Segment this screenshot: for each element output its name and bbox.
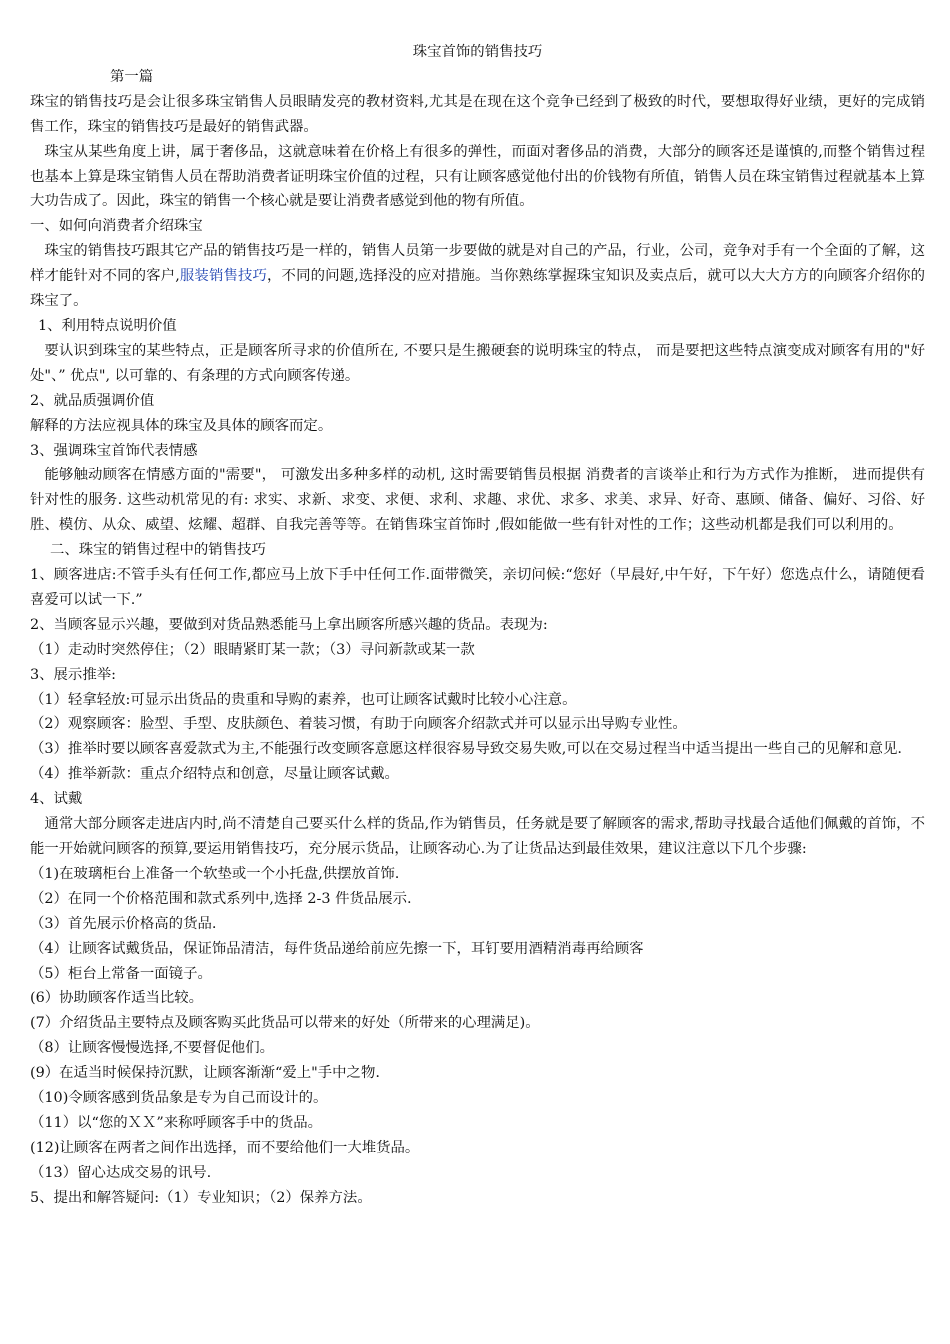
list-item: （8）让顾客慢慢选择,不要督促他们。 bbox=[30, 1040, 274, 1057]
section-1-item-3-body: 能够触动顾客在情感方面的"需要"， 可激发出多种多样的动机, 这时需要销售员根据 消费者的言谈举止和行为方式作为推断， 进而提供有针对性的服务. 这些动机常见的有: 求实、求新、求变、求便、求利、求趣、求优、求多、求美、求异、好奇、惠顾、储备、偏好、习俗、好胜、模仿、从众、威望、炫耀、超群、自我完善等等。在销售珠宝首饰时 ,假如能做一些有针对性的工作；这些动机都是我们可以利用的。 bbox=[30, 467, 925, 534]
section-2-step-3-sub-2: （2）观察顾客：脸型、手型、皮肤颜色、着装习惯，有助于向顾客介绍款式并可以显示出导购专业性。 bbox=[30, 716, 687, 733]
section-2-step-3-sub-1: （1）轻拿轻放:可显示出货品的贵重和导购的素养，也可让顾客试戴时比较小心注意。 bbox=[30, 691, 577, 708]
section-2-step-3-sub-4: （4）推举新款：重点介绍特点和创意，尽量让顾客试戴。 bbox=[30, 766, 399, 783]
list-item: （10)令顾客感到货品象是专为自己而设计的。 bbox=[30, 1090, 328, 1107]
section-2-step-3: 3、展示推举: bbox=[30, 666, 116, 683]
list-item: (7）介绍货品主要特点及顾客购买此货品可以带来的好处（所带来的心理满足)。 bbox=[30, 1015, 540, 1032]
section-1-item-3-heading: 3、强调珠宝首饰代表情感 bbox=[30, 442, 198, 459]
list-item: (12)让顾客在两者之间作出选择，而不要给他们一大堆货品。 bbox=[30, 1139, 420, 1156]
list-item: (6）协助顾客作适当比较。 bbox=[30, 990, 204, 1007]
document-title: 珠宝首饰的销售技巧 bbox=[412, 44, 543, 60]
list-item: （4）让顾客试戴货品，保证饰品清洁，每件货品递给前应先擦一下，耳钉要用酒精消毒再给顾客 bbox=[30, 940, 644, 957]
list-item: (9）在适当时候保持沉默，让顾客渐渐“爱上"手中之物. bbox=[30, 1065, 380, 1082]
section-1-item-2-body: 解释的方法应视具体的珠宝及具体的顾客而定。 bbox=[30, 417, 333, 434]
section-1-heading: 一、如何向消费者介绍珠宝 bbox=[30, 218, 203, 235]
section-2-step-4: 4、试戴 bbox=[30, 791, 83, 808]
section-2-step-3-sub-3: （3）推举时要以顾客喜爱款式为主,不能强行改变顾客意愿这样很容易导致交易失败,可以在交易过程当中适当提出一些自己的见解和意见. bbox=[30, 741, 902, 758]
section-2-step-4-body: 通常大部分顾客走进店内时,尚不清楚自己要买什么样的货品,作为销售员，任务就是要了解顾客的需求,帮助寻找最合适他们佩戴的首饰，不能一开始就问顾客的预算,要运用销售技巧，充分展示货品，让顾客动心.为了让货品达到最佳效果，建议注意以下几个步骤: bbox=[30, 816, 925, 857]
section-2-step-1: 1、顾客进店:不管手头有任何工作,都应马上放下手中任何工作.面带微笑，亲切问候:“您好（早晨好,中午好，下午好）您选点什么，请随便看喜爱可以试一下.” bbox=[30, 567, 925, 608]
list-item: （11）以“您的ＸＸ”来称呼顾客手中的货品。 bbox=[30, 1114, 323, 1131]
section-2-step-2-signals: （1）走动时突然停住；（2）眼睛紧盯某一款；（3）寻问新款或某一款 bbox=[30, 641, 475, 658]
list-item: （5）柜台上常备一面镜子。 bbox=[30, 965, 212, 982]
sales-skills-link[interactable]: 服装销售技巧 bbox=[179, 268, 268, 285]
section-2-heading: 二、珠宝的销售过程中的销售技巧 bbox=[50, 542, 266, 559]
intro-paragraph-2: 珠宝从某些角度上讲，属于奢侈品，这就意味着在价格上有很多的弹性，而面对奢侈品的消费，大部分的顾客还是谨慎的,而整个销售过程也基本上算是珠宝销售人员在帮助消费者证明珠宝价值的过程，只有让顾客感觉他付出的价钱物有所值，销售人员在珠宝销售过程就基本上算大功告成了。因此，珠宝的销售一个核心就是要让消费者感觉到他的物有所值。 bbox=[30, 143, 925, 210]
list-item: （2）在同一个价格范围和款式系列中,选择 2-3 件货品展示. bbox=[30, 890, 412, 907]
section-1-text-a: 珠宝的销售技巧跟其它产品的销售技巧是一样的，销售人员第一步要做的就是对自己的产品，行业，公司，竞争对手有一个全面的了解，这样才能针对不同的客户, bbox=[30, 243, 925, 285]
section-1-item-2-heading: 2、就品质强调价值 bbox=[30, 392, 155, 409]
section-1-item-1-heading: 1、利用特点说明价值 bbox=[38, 317, 177, 334]
list-item: （13）留心达成交易的讯号. bbox=[30, 1164, 212, 1181]
document-subtitle: 第一篇 bbox=[110, 68, 154, 85]
section-2-step-2: 2、当顾客显示兴趣，要做到对货品熟悉能马上拿出顾客所感兴趣的货品。表现为: bbox=[30, 616, 548, 633]
section-1-text-b: ，不同的问题,选择没的应对措施。当你熟练掌握珠宝知识及卖点后，就可以大大方方的向顾客介绍你的珠宝了。 bbox=[30, 268, 925, 310]
document-page bbox=[30, 40, 925, 1211]
list-item: （3）首先展示价格高的货品. bbox=[30, 915, 217, 932]
intro-paragraph-1: 珠宝的销售技巧是会让很多珠宝销售人员眼睛发亮的教材资料,尤其是在现在这个竞争已经到了极致的时代，要想取得好业绩，更好的完成销售工作，珠宝的销售技巧是最好的销售武器。 bbox=[30, 93, 925, 135]
list-item: （1)在玻璃柜台上准备一个软垫或一个小托盘,供摆放首饰. bbox=[30, 865, 400, 882]
section-1-paragraph bbox=[30, 239, 925, 314]
section-1-item-1-body: 要认识到珠宝的某些特点，正是顾客所寻求的价值所在, 不要只是生搬硬套的说明珠宝的特点， 而是要把这些特点演变成对顾客有用的"好处"、” 优点", 以可靠的、有条理的方式向顾客传递。 bbox=[30, 342, 925, 384]
section-2-step-5: 5、提出和解答疑问:（1）专业知识；（2）保养方法。 bbox=[30, 1189, 372, 1206]
